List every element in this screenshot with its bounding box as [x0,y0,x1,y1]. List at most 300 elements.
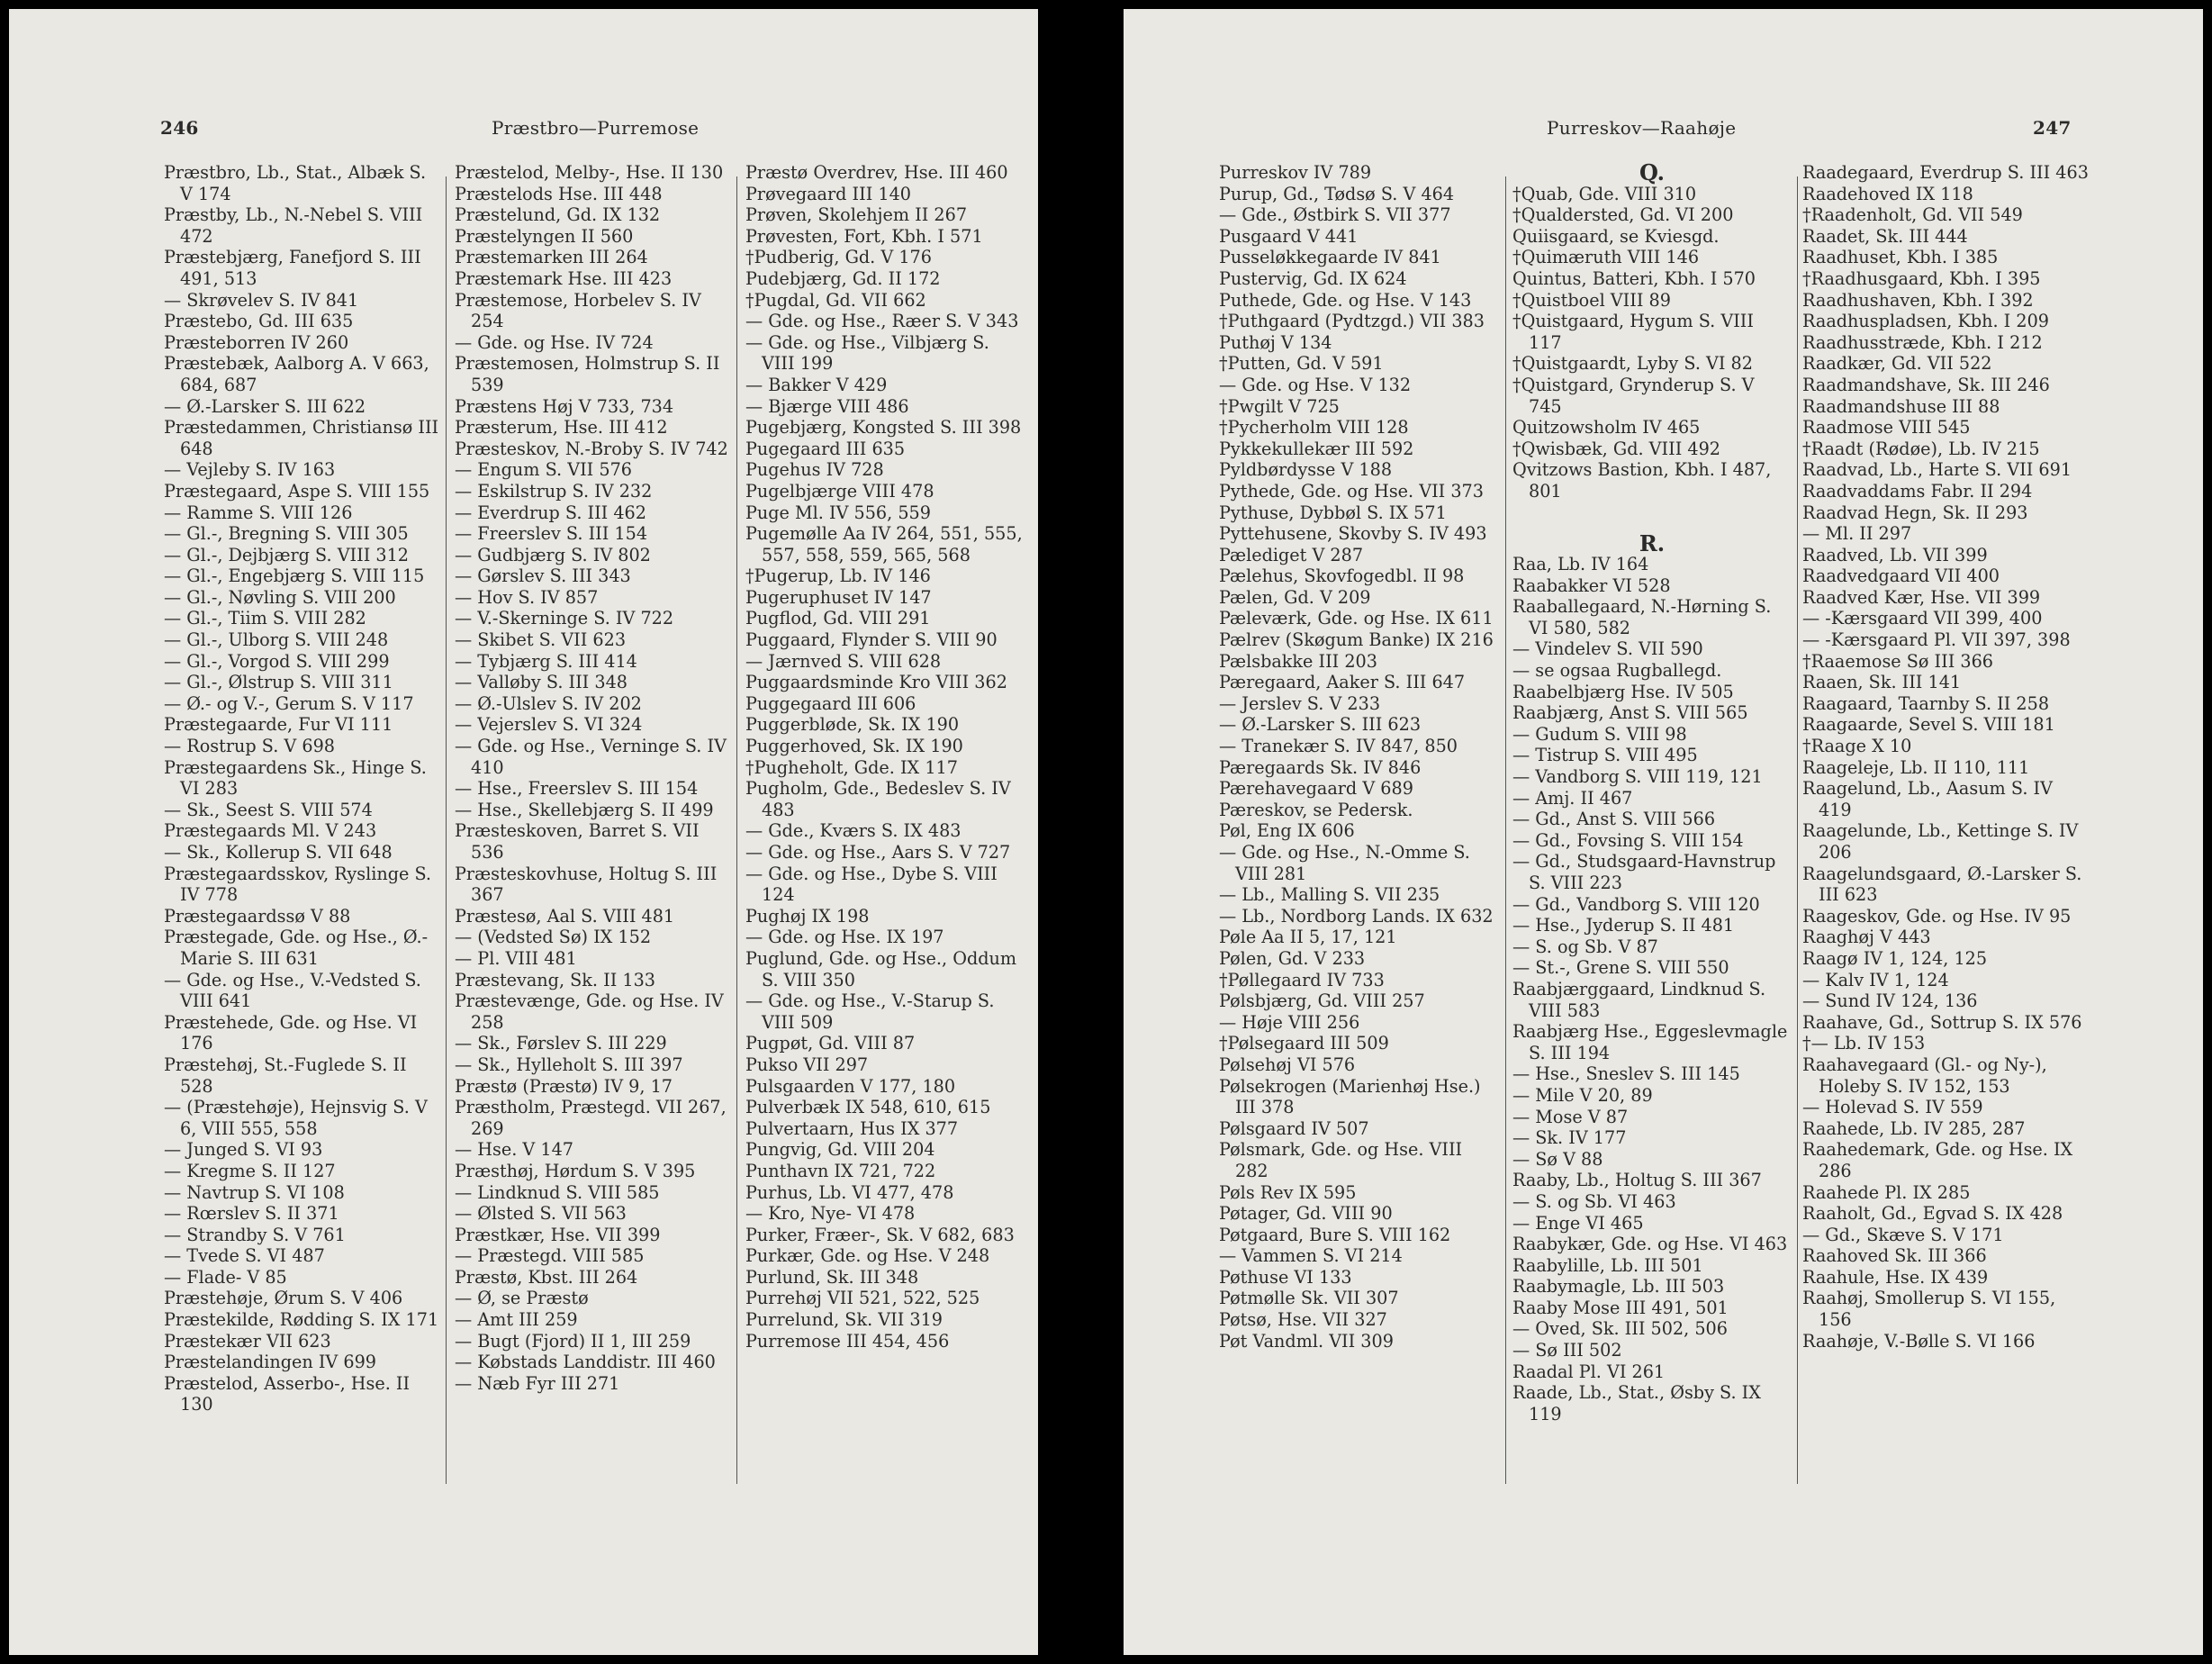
index-entry: Raadmandshave, Sk. III 246 [1802,374,2050,395]
index-entry: Pugehus IV 728 [745,459,884,481]
index-entry: — Vejleby S. IV 163 [164,459,336,481]
index-entry: Pugegaard III 635 [745,438,906,459]
index-entry: — Ramme S. VIII 126 [164,502,353,523]
index-entry: Pæregaard, Aaker S. III 647 [1219,672,1466,693]
index-entry: — Tvede S. VI 487 [164,1245,325,1267]
index-entry: Pælrev (Skøgum Banke) IX 216 [1219,629,1494,651]
index-entry: Pæleværk, Gde. og Hse. IX 611 [1219,608,1494,629]
index-entry: Puggerhoved, Sk. IX 190 [745,736,963,757]
index-entry: — Gde. og Hse. V 132 [1219,374,1412,395]
index-entry: Pølsehøj VI 576 [1219,1054,1356,1075]
index-entry: Pøtager, Gd. VIII 90 [1219,1203,1393,1225]
index-entry: Præstemose, Horbelev S. IV 254 [455,289,701,332]
index-entry: Præsthøj, Hørdum S. V 395 [455,1160,696,1181]
index-entry: †Qwisbæk, Gd. VIII 492 [1512,438,1720,459]
index-entry: — Sk., Kollerup S. VII 648 [164,842,393,863]
index-entry: — (Vedsted Sø) IX 152 [455,927,652,948]
index-entry: Præstesø, Aal S. VIII 481 [455,905,675,927]
index-entry: Pøthuse VI 133 [1219,1266,1352,1288]
index-entry: Pughøj IX 198 [745,905,870,927]
index-entry: — Mile V 20, 89 [1512,1084,1653,1106]
index-entry: Pøtsø, Hse. VII 327 [1219,1309,1387,1331]
index-entry: Præstholm, Præstegd. VII 267, 269 [455,1097,727,1139]
index-entry: †Pycherholm VIII 128 [1219,417,1409,439]
index-entry: Quitzowsholm IV 465 [1512,417,1701,439]
index-entry: Præstegaard, Aspe S. VIII 155 [164,480,430,502]
index-entry: Præsteskovhuse, Holtug S. III 367 [455,863,718,906]
index-entry: — Tistrup S. VIII 495 [1512,745,1698,766]
index-entry: Raabykær, Gde. og Hse. VI 463 [1512,1234,1788,1255]
index-entry: Pyldbørdysse V 188 [1219,459,1393,481]
index-entry: — -Kærsgaard VII 399, 400 [1802,608,2043,629]
index-entry: — -Kærsgaard Pl. VII 397, 398 [1802,629,2071,651]
index-entry: †Putten, Gd. V 591 [1219,353,1384,375]
index-entry: Præstebo, Gd. III 635 [164,311,354,332]
index-entry: Raadved, Lb. VII 399 [1802,544,1988,565]
index-entry: Raadehoved IX 118 [1802,183,1973,204]
left-running-head: Præstbro—Purremose [492,117,700,139]
index-entry: Pugemølle Aa IV 264, 551, 555, 557, 558, 559, 565, 568 [745,523,1023,565]
index-entry: Pythuse, Dybbøl S. IX 571 [1219,502,1447,523]
index-entry: Præstegaarde, Fur VI 111 [164,714,393,736]
index-entry: †Raadt (Rødøe), Lb. IV 215 [1802,438,2040,459]
index-entry: — Skrøvelev S. IV 841 [164,289,359,311]
index-entry: — Lb., Malling S. VII 235 [1219,884,1440,906]
index-entry: Purkær, Gde. og Hse. V 248 [745,1245,990,1267]
index-entry: Pølsmark, Gde. og Hse. VIII 282 [1219,1139,1463,1181]
index-entry: Raabjærg Hse., Eggeslevmagle S. III 194 [1512,1021,1788,1063]
index-entry: Præstelods Hse. III 448 [455,183,663,204]
index-entry: — Tybjærg S. III 414 [455,650,637,672]
index-entry: Puge Ml. IV 556, 559 [745,502,931,523]
index-entry: Prøvesten, Fort, Kbh. I 571 [745,225,983,247]
index-entry: Præstelod, Asserbo-, Hse. II 130 [164,1372,411,1415]
index-entry: Purremose III 454, 456 [745,1330,950,1352]
index-entry: Raaghøj V 443 [1802,927,1931,948]
index-entry: — Gl.-, Nøvling S. VIII 200 [164,586,396,608]
index-entry: — Mose V 87 [1512,1106,1629,1127]
index-entry: — Skibet S. VII 623 [455,629,627,651]
index-entry: Raadved Kær, Hse. VII 399 [1802,586,2041,608]
index-entry: Præstevang, Sk. II 133 [455,969,655,990]
index-entry: Præsteskov, N.-Broby S. IV 742 [455,438,728,459]
index-entry: — Gde. og Hse. IV 724 [455,331,654,353]
index-entry: Præstevænge, Gde. og Hse. IV 258 [455,990,724,1033]
index-entry: — Freerslev S. III 154 [455,523,648,545]
index-entry: Purrelund, Sk. VII 319 [745,1309,943,1331]
index-entry: — Ø.- og V.-, Gerum S. V 117 [164,692,414,714]
index-entry: Pukso VII 297 [745,1054,869,1075]
index-entry: Raahave, Gd., Sottrup S. IX 576 [1802,1011,2082,1033]
left-column-1 [164,162,441,1619]
index-entry: — Kalv IV 1, 124 [1802,969,1949,990]
index-entry: Quiisgaard, se Kviesgd. [1512,225,1720,247]
index-entry: Pæregaards Sk. IV 846 [1219,756,1422,778]
index-entry: Raabelbjærg Hse. IV 505 [1512,681,1734,702]
index-entry: — Bjærge VIII 486 [745,395,909,417]
left-column-3 [745,162,1026,1619]
index-entry: — Gde. og Hse., Vilbjærg S. VIII 199 [745,331,989,375]
index-entry: — Hse., Skellebjærg S. II 499 [455,799,714,820]
index-entry: Raabjærggaard, Lindknud S. VIII 583 [1512,978,1766,1021]
index-entry: Purup, Gd., Tødsø S. V 464 [1219,183,1455,204]
index-entry: Præstegaardsskov, Ryslinge S. IV 778 [164,863,432,906]
index-entry: †Qualdersted, Gd. VI 200 [1512,204,1734,226]
index-entry: †Puthgaard (Pydtzgd.) VII 383 [1219,311,1485,332]
index-entry: Raadvaddams Fabr. II 294 [1802,480,2033,502]
index-entry: — Gd., Anst S. VIII 566 [1512,809,1716,830]
index-entry: — Ø.-Ulslev S. IV 202 [455,692,642,714]
index-entry: Præstegaardens Sk., Hinge S. VI 283 [164,756,427,800]
index-entry: †Quistgaardt, Lyby S. VI 82 [1512,353,1753,375]
index-entry: — Sø III 502 [1512,1340,1622,1361]
index-entry: — Sk., Seest S. VIII 574 [164,799,373,820]
index-entry: — Gd., Studsgaard-Havnstrup S. VIII 223 [1512,851,1776,893]
index-entry: Præstehøj, St.-Fuglede S. II 528 [164,1054,407,1097]
index-entry: — Ø.-Larsker S. III 623 [1219,714,1422,736]
index-entry: — Amt III 259 [455,1309,578,1331]
index-entry: Raadhushaven, Kbh. I 392 [1802,289,2034,311]
index-entry: Pugpøt, Gd. VIII 87 [745,1033,916,1054]
index-entry: Pæreskov, se Pedersk. [1219,799,1413,820]
index-entry: Præstebjærg, Fanefjord S. III 491, 513 [164,247,421,289]
index-entry: — Hse. V 147 [455,1139,573,1161]
index-entry: Pugeruphuset IV 147 [745,586,932,608]
index-entry: — Sø V 88 [1512,1148,1603,1170]
index-entry: Purker, Fræer-, Sk. V 682, 683 [745,1224,1015,1245]
index-entry: — Hse., Jyderup S. II 481 [1512,915,1735,936]
index-entry: Præstehede, Gde. og Hse. VI 176 [164,1011,418,1054]
index-entry: Pølsekrogen (Marienhøj Hse.) III 378 [1219,1075,1481,1118]
index-entry: Raahoved Sk. III 366 [1802,1245,1987,1267]
index-entry: Raagaarde, Sevel S. VIII 181 [1802,714,2055,736]
index-entry: — Gde. og Hse. IX 197 [745,927,944,948]
index-entry: Præstekilde, Rødding S. IX 171 [164,1309,439,1331]
index-entry: Pøtmølle Sk. VII 307 [1219,1288,1399,1309]
index-entry: — Høje VIII 256 [1219,1011,1360,1033]
index-entry: Præstkær, Hse. VII 399 [455,1224,661,1245]
index-entry: — (Præstehøje), Hejnsvig S. V 6, VIII 555, 558 [164,1097,428,1139]
index-entry: — Kregme S. II 127 [164,1160,336,1181]
index-entry: — Ølsted S. VII 563 [455,1203,627,1225]
index-entry: — Engum S. VII 576 [455,459,632,481]
index-entry: — Pl. VIII 481 [455,947,577,969]
index-entry: †Raage X 10 [1802,736,1912,757]
index-entry: — Sk. IV 177 [1512,1127,1627,1149]
index-entry: †Pugheholt, Gde. IX 117 [745,756,958,778]
index-entry: †Quistgard, Grynderup S. V 745 [1512,374,1755,417]
index-entry: — se ogsaa Rugballegd. [1512,660,1722,682]
index-entry: — Gd., Skæve S. V 171 [1802,1224,2004,1245]
index-entry: Raahede, Lb. IV 285, 287 [1802,1117,2026,1139]
index-entry: Quintus, Batteri, Kbh. I 570 [1512,267,1756,289]
index-entry: Pyttehusene, Skovby S. IV 493 [1219,523,1487,545]
index-entry: Raahøj, Smollerup S. VI 155, 156 [1802,1288,2056,1331]
index-entry: Præstø Overdrev, Hse. III 460 [745,162,1008,183]
index-entry: Raadet, Sk. III 444 [1802,225,1968,247]
index-entry: Prøvegaard III 140 [745,183,912,204]
index-entry: Præstehøje, Ørum S. V 406 [164,1288,403,1309]
index-entry: — Tranekær S. IV 847, 850 [1219,736,1458,757]
index-entry: Præstbro, Lb., Stat., Albæk S. V 174 [164,162,427,204]
index-entry: Pulsgaarden V 177, 180 [745,1075,956,1097]
index-entry: Raageleje, Lb. II 110, 111 [1802,756,2030,778]
index-entry: Raabakker VI 528 [1512,574,1671,596]
index-entry: — Flade- V 85 [164,1266,287,1288]
index-entry: — Gde., Kværs S. IX 483 [745,820,962,842]
column-divider [1505,176,1506,1484]
index-entry: †Quistboel VIII 89 [1512,289,1671,311]
right-column-1 [1219,162,1500,1619]
column-divider [1797,176,1798,1484]
index-entry: Pælsbakke III 203 [1219,650,1377,672]
index-entry: Pustervig, Gd. IX 624 [1219,267,1407,289]
index-entry: Præsteborren IV 260 [164,331,349,353]
index-entry: Pythede, Gde. og Hse. VII 373 [1219,480,1484,502]
index-entry: Puggaardsminde Kro VIII 362 [745,672,1007,693]
index-entry: †Pugdal, Gd. VII 662 [745,289,926,311]
index-entry: Pulvertaarn, Hus IX 377 [745,1117,959,1139]
index-entry: — Hse., Freerslev S. III 154 [455,778,699,800]
index-entry: Pugelbjærge VIII 478 [745,480,934,502]
index-entry: Pælehus, Skovfogedbl. II 98 [1219,565,1465,587]
index-entry: Pøtgaard, Bure S. VIII 162 [1219,1224,1451,1245]
index-entry: Raadvad Hegn, Sk. II 293 [1802,502,2028,523]
index-entry: — Amj. II 467 [1512,787,1633,809]
index-entry: — Hov S. IV 857 [455,586,599,608]
index-entry: †Pudberig, Gd. V 176 [745,247,932,268]
index-entry: †Quistgaard, Hygum S. VIII 117 [1512,311,1754,353]
index-entry: — Hse., Sneslev S. III 145 [1512,1063,1740,1085]
index-entry: Raagaard, Taarnby S. II 258 [1802,692,2050,714]
right-page-number: 247 [2033,117,2072,139]
index-entry: — S. og Sb. V 87 [1512,936,1658,957]
index-entry: — Gørslev S. III 343 [455,565,631,587]
index-entry: — V.-Skerninge S. IV 722 [455,608,674,629]
index-entry: Purreskov IV 789 [1219,162,1372,183]
index-entry: Raahavegaard (Gl.- og Ny-), Holeby S. IV 152, 153 [1802,1054,2047,1097]
index-entry: — Købstads Landdistr. III 460 [455,1352,716,1373]
index-entry: Raadvedgaard VII 400 [1802,565,2000,587]
index-entry: — Vindelev S. VII 590 [1512,638,1703,660]
index-entry: Raadmandshuse III 88 [1802,395,2000,417]
index-entry: — Enge VI 465 [1512,1212,1644,1234]
index-entry: Qvitzows Bastion, Kbh. I 487, 801 [1512,459,1772,502]
section-spacer [1512,502,1792,533]
index-entry: Præstelund, Gd. IX 132 [455,204,661,226]
index-entry: Præstø (Præstø) IV 9, 17 [455,1075,673,1097]
index-entry: — Rœrslev S. II 371 [164,1203,339,1225]
index-entry: — Navtrup S. VI 108 [164,1181,345,1203]
index-entry: †Pølsegaard III 509 [1219,1033,1389,1054]
index-entry: — Vejerslev S. VI 324 [455,714,643,736]
column-divider [736,176,737,1484]
index-entry: — Gl.-, Dejbjærg S. VIII 312 [164,544,410,565]
index-entry: Præstekær VII 623 [164,1330,331,1352]
letter-section-heading: Q. [1639,159,1666,185]
index-entry: — Lb., Nordborg Lands. IX 632 [1219,905,1494,927]
right-column-3 [1802,162,2089,1619]
index-entry: †Raadhusgaard, Kbh. I 395 [1802,267,2041,289]
index-entry: Raabylille, Lb. III 501 [1512,1254,1703,1276]
index-entry: — Ø, se Præstø [455,1288,589,1309]
index-entry: — Gde. og Hse., Verninge S. IV 410 [455,736,727,778]
index-entry: Raadmose VIII 545 [1802,417,1971,439]
right-page [1124,9,2203,1655]
index-entry: Raagelundsgaard, Ø.-Larsker S. III 623 [1802,863,2082,906]
index-entry: †Pugerup, Lb. IV 146 [745,565,931,587]
index-entry: Pugebjærg, Kongsted S. III 398 [745,417,1022,439]
index-entry: — Gudum S. VIII 98 [1512,723,1687,745]
index-entry: Raahøje, V.-Bølle S. VI 166 [1802,1330,2036,1352]
index-entry: Purhus, Lb. VI 477, 478 [745,1181,954,1203]
index-entry: — Gl.-, Engebjærg S. VIII 115 [164,565,425,587]
index-entry: Purrehøj VII 521, 522, 525 [745,1288,980,1309]
index-entry: Pærehavegaard V 689 [1219,778,1413,800]
index-entry: Præstemosen, Holmstrup S. II 539 [455,353,720,395]
index-entry: Raahedemark, Gde. og Hse. IX 286 [1802,1139,2073,1181]
index-entry: — Sund IV 124, 136 [1802,990,1978,1012]
index-entry: — Vandborg S. VIII 119, 121 [1512,766,1763,788]
index-entry: Pølsbjærg, Gd. VIII 257 [1219,990,1425,1012]
left-page [9,9,1038,1655]
index-entry: Raadkær, Gd. VII 522 [1802,353,1992,375]
index-entry: Præstelod, Melby-, Hse. II 130 [455,162,724,183]
index-entry: Raagelunde, Lb., Kettinge S. IV 206 [1802,820,2079,863]
index-entry: Raaen, Sk. III 141 [1802,672,1962,693]
index-entry: — Gl.-, Vorgod S. VIII 299 [164,650,390,672]
index-entry: Raabjærg, Anst S. VIII 565 [1512,702,1748,724]
index-entry: — Ø.-Larsker S. III 622 [164,395,366,417]
index-entry: Pøt Vandml. VII 309 [1219,1330,1394,1352]
index-entry: Præstegade, Gde. og Hse., Ø.-Marie S. III 631 [164,927,429,969]
index-entry: Raabymagle, Lb. III 503 [1512,1276,1725,1298]
index-entry: — St.-, Grene S. VIII 550 [1512,957,1729,979]
index-entry: — Jærnved S. VIII 628 [745,650,942,672]
index-entry: Puthede, Gde. og Hse. V 143 [1219,289,1472,311]
index-entry: Raageskov, Gde. og Hse. IV 95 [1802,905,2072,927]
index-entry: Præstegaards Ml. V 243 [164,820,377,842]
index-entry: — Valløby S. III 348 [455,672,627,693]
index-entry: Puglund, Gde. og Hse., Oddum S. VIII 350 [745,947,1017,990]
index-entry: — Gde. og Hse., Ræer S. V 343 [745,311,1019,332]
index-entry: Raadvad, Lb., Harte S. VII 691 [1802,459,2072,481]
index-entry: — Kro, Nye- VI 478 [745,1203,916,1225]
index-entry: — Junged S. VI 93 [164,1139,323,1161]
index-entry: Punthavn IX 721, 722 [745,1160,936,1181]
index-entry: Pølen, Gd. V 233 [1219,947,1366,969]
index-entry: Præstelandingen IV 699 [164,1352,376,1373]
index-entry: Puggaard, Flynder S. VIII 90 [745,629,998,651]
index-entry: Raagø IV 1, 124, 125 [1802,947,1988,969]
index-entry: Raa, Lb. IV 164 [1512,554,1649,575]
index-entry: — Næb Fyr III 271 [455,1372,620,1394]
left-page-number: 246 [160,117,199,139]
index-entry: — Gudbjærg S. IV 802 [455,544,651,565]
left-column-2 [455,162,732,1619]
index-entry: †Pwgilt V 725 [1219,395,1340,417]
index-entry: Raaby, Lb., Holtug S. III 367 [1512,1170,1762,1191]
index-entry: — Bakker V 429 [745,374,888,395]
index-entry: Raadegaard, Everdrup S. III 463 [1802,162,2089,183]
index-entry: †Raadenholt, Gd. VII 549 [1802,204,2023,226]
index-entry: Præsterum, Hse. III 412 [455,417,668,439]
index-entry: — S. og Sb. VI 463 [1512,1190,1676,1212]
index-entry: — Præstegd. VIII 585 [455,1245,645,1267]
index-entry: — Rostrup S. V 698 [164,736,335,757]
right-column-2 [1512,159,1792,1619]
index-entry: Puggerbløde, Sk. IX 190 [745,714,960,736]
index-entry: Raaholt, Gd., Egvad S. IX 428 [1802,1203,2063,1225]
index-entry: Præstemarken III 264 [455,247,648,268]
index-entry: — Gde., Østbirk S. VII 377 [1219,204,1451,226]
index-entry: — Vammen S. VI 214 [1219,1245,1403,1267]
index-entry: Raaballegaard, N.-Hørning S. VI 580, 582 [1512,596,1772,638]
index-entry: — Oved, Sk. III 502, 506 [1512,1318,1728,1340]
column-divider [446,176,447,1484]
index-entry: Pungvig, Gd. VIII 204 [745,1139,935,1161]
index-entry: Raadal Pl. VI 261 [1512,1361,1666,1382]
index-entry: †Quab, Gde. VIII 310 [1512,183,1697,204]
index-entry: Præstebæk, Aalborg A. V 663, 684, 687 [164,353,429,395]
index-entry: Præstelyngen II 560 [455,225,634,247]
index-entry: Puthøj V 134 [1219,331,1332,353]
index-entry: †Pøllegaard IV 733 [1219,969,1385,990]
index-entry: — Eskilstrup S. IV 232 [455,480,653,502]
index-entry: Pælen, Gd. V 209 [1219,586,1371,608]
index-entry: — Gd., Fovsing S. VIII 154 [1512,829,1744,851]
index-entry: Præstø, Kbst. III 264 [455,1266,638,1288]
index-entry: — Sk., Førslev S. III 229 [455,1033,667,1054]
index-entry: Raadhusstræde, Kbh. I 212 [1802,331,2043,353]
index-entry: — Bugt (Fjord) II 1, III 259 [455,1330,691,1352]
index-entry: Pusgaard V 441 [1219,225,1359,247]
index-entry: Præstemark Hse. III 423 [455,267,673,289]
index-entry: — Lindknud S. VIII 585 [455,1181,660,1203]
index-entry: — Gl.-, Ulborg S. VIII 248 [164,629,389,651]
index-entry: Raadhuset, Kbh. I 385 [1802,247,1999,268]
letter-section-heading: R. [1639,529,1666,556]
index-entry: — Strandby S. V 761 [164,1224,346,1245]
index-entry: — Gl.-, Tiim S. VIII 282 [164,608,366,629]
index-entry: Pusseløkkegaarde IV 841 [1219,247,1441,268]
index-entry: — Jerslev S. V 233 [1219,692,1381,714]
index-entry: — Gl.-, Bregning S. VIII 305 [164,523,409,545]
index-entry: Prøven, Skolehjem II 267 [745,204,968,226]
index-entry: Raaby Mose III 491, 501 [1512,1297,1729,1318]
index-entry: — Holevad S. IV 559 [1802,1097,1983,1118]
index-entry: — Gde. og Hse., V.-Vedsted S. VIII 641 [164,969,421,1012]
index-entry: — Gde. og Hse., Aars S. V 727 [745,842,1011,863]
index-entry: Raade, Lb., Stat., Øsby S. IX 119 [1512,1382,1761,1424]
index-entry: Præstegaardssø V 88 [164,905,351,927]
index-entry: †— Lb. IV 153 [1802,1033,1926,1054]
index-entry: Pøls Rev IX 595 [1219,1181,1357,1203]
index-entry: Pulverbæk IX 548, 610, 615 [745,1097,991,1118]
index-entry: Purlund, Sk. III 348 [745,1266,919,1288]
index-entry: Pudebjærg, Gd. II 172 [745,267,941,289]
index-entry: Puggegaard III 606 [745,692,916,714]
index-entry: Præstens Høj V 733, 734 [455,395,674,417]
index-entry: Pølsgaard IV 507 [1219,1117,1369,1139]
index-entry: Pøle Aa II 5, 17, 121 [1219,927,1397,948]
index-entry: — Gde. og Hse., V.-Starup S. VIII 509 [745,990,995,1033]
index-entry: — Gde. og Hse., N.-Omme S. VIII 281 [1219,842,1470,884]
index-entry: — Ml. II 297 [1802,523,1912,545]
index-entry: Pugholm, Gde., Bedeslev S. IV 483 [745,778,1011,820]
index-entry: †Quimæruth VIII 146 [1512,247,1700,268]
index-entry: — Gl.-, Ølstrup S. VIII 311 [164,672,393,693]
